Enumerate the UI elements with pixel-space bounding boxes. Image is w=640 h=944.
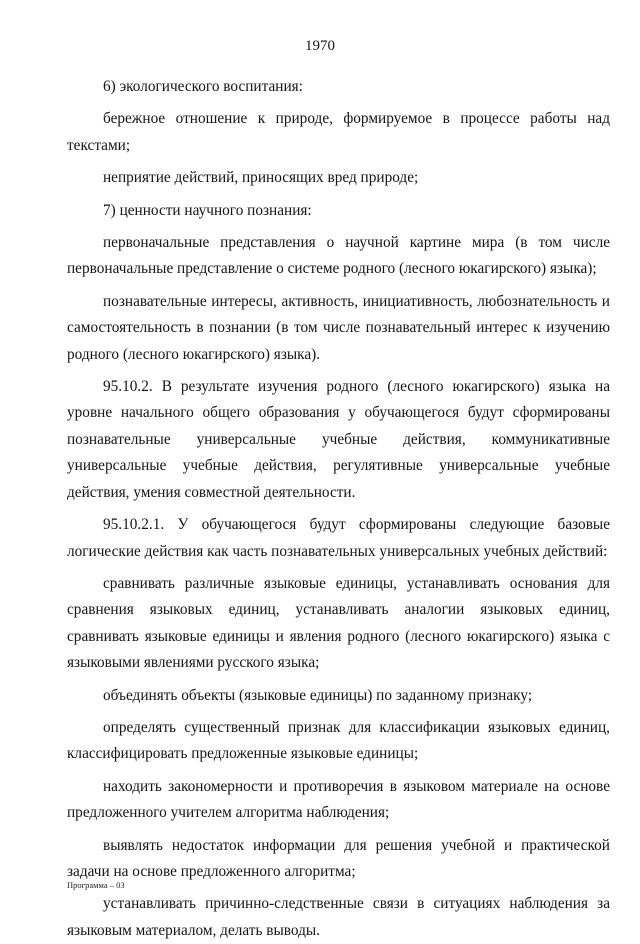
paragraph-find-patterns: находить закономерности и противоречия в языковом материале на основе предложенного учителем алгоритма наблюдения; [67, 777, 610, 822]
footer-program-label: Программа – 03 [67, 880, 125, 890]
paragraph-rejection-harm: неприятие действий, приносящих вред природе; [103, 169, 419, 187]
paragraph-95-10-2: 95.10.2. В результате изучения родного (лесного юкагирского) языка на уровне начального общего образования у обучающегося будут сформированы познавательные универсальные учебные действия, коммуникативные универсальные учебные действия, регулятивные универсальные учебные действия, умения совместной деятельности. [67, 378, 610, 501]
paragraph-section-6-heading: 6) экологического воспитания: [103, 78, 303, 95]
paragraph-95-10-2-1: 95.10.2.1. У обучающегося будут сформированы следующие базовые логические действия как часть познавательных универсальных учебных действий: [67, 516, 610, 560]
paragraph-section-7-heading: 7) ценности научного познания: [103, 201, 312, 219]
paragraph-initial-ideas: первоначальные представления о научной картине мира (в том числе первоначальные представление о системе родного (лесного юкагирского) языка); [67, 234, 610, 278]
paragraph-cause-effect: устанавливать причинно-следственные связи в ситуациях наблюдения за языковым материалом, делать выводы. [67, 895, 610, 939]
paragraph-compare: сравнивать различные языковые единицы, устанавливать основания для сравнения языковых единиц, устанавливать аналогии языковых единиц, сравнивать языковые единицы и явления родного (лесного юкагирского) языка с языковыми явлениями русского языка; [67, 574, 610, 672]
paragraph-cognitive-interests: познавательные интересы, активность, инициативность, любознательность и самостоятельность в познании (в том числе познавательный интерес к изучению родного (лесного юкагирского) языка). [67, 292, 610, 363]
paragraph-determine: определять существенный признак для классификации языковых единиц, классифицировать предложенные языковые единицы; [67, 718, 610, 763]
paragraph-careful-attitude: бережное отношение к природе, формируемое в процессе работы над текстами; [67, 110, 610, 154]
paragraph-identify-lack: выявлять недостаток информации для решения учебной и практической задачи на основе предложенного алгоритма; [67, 836, 610, 880]
page-number: 1970 [305, 38, 335, 54]
document-body [67, 68, 610, 944]
paragraph-combine: объединять объекты (языковые единицы) по заданному признаку; [103, 686, 533, 704]
